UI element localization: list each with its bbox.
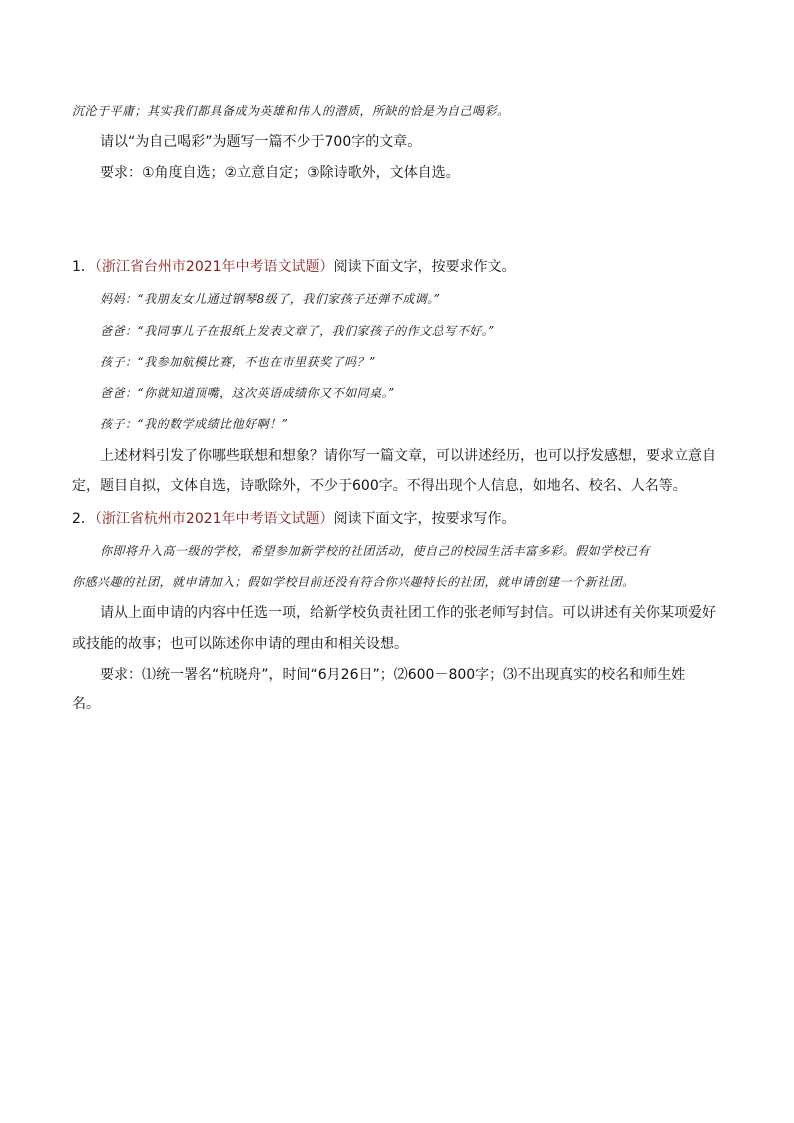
question-1-task-cont: 定，题目自拟，文体自选，诗歌除外，不少于600字。不得出现个人信息，如地名、校名、人名等。 [72, 478, 687, 494]
question-2-task: 请从上面申请的内容中任选一项，给新学校负责社团工作的张老师写封信。可以讲述有关你某项爱好 [100, 605, 716, 621]
question-2-instruction: 阅读下面文字，按要求写作。 [333, 511, 516, 527]
dialogue-line: 爸爸：“我同事儿子在报纸上发表文章了，我们家孩子的作文总写不好。” [100, 324, 495, 338]
question-2-task-cont: 或技能的故事；也可以陈述你申请的理由和相关设想。 [72, 636, 408, 652]
continuation-text: 沉沦于平庸；其实我们都具备成为英雄和伟人的潜质，所缺的恰是为自己喝彩。 [72, 104, 510, 118]
question-2-source: （浙江省杭州市2021年中考语文试题） [94, 511, 334, 527]
question-1-source: （浙江省台州市2021年中考语文试题） [94, 259, 334, 275]
dialogue-line: 孩子：“我参加航模比赛，不也在市里获奖了吗？” [100, 355, 376, 369]
essay-requirements: 要求：①角度自选；②立意自定；③除诗歌外，文体自选。 [100, 165, 460, 181]
question-2-requirements: 要求：⑴统一署名“杭晓舟”，时间“6月26日”；⑵600－800字；⑶不出现真实的校名和师生姓 [100, 667, 686, 683]
question-1-header [72, 257, 516, 277]
dialogue-line: 妈妈：“我朋友女儿通过钢琴8级了，我们家孩子还弹不成调。” [100, 292, 441, 306]
question-2-number: 2． [72, 511, 95, 527]
dialogue-line: 爸爸：“你就知道顶嘴，这次英语成绩你又不如同桌。” [100, 386, 395, 400]
question-2-requirements-cont: 名。 [72, 696, 100, 712]
question-1-instruction: 阅读下面文字，按要求作文。 [333, 259, 516, 275]
question-1-task: 上述材料引发了你哪些联想和想象？请你写一篇文章，可以讲述经历，也可以抒发感想，要求立意自 [100, 448, 716, 464]
question-2-material: 你即将升入高一级的学校，希望参加新学校的社团活动，使自己的校园生活丰富多彩。假如学校已有 [100, 544, 651, 558]
question-2-header [72, 509, 516, 529]
essay-prompt: 请以“为自己喝彩”为题写一篇不少于700字的文章。 [100, 134, 422, 150]
dialogue-line: 孩子：“我的数学成绩比他好啊！” [100, 417, 289, 431]
question-1-number: 1． [72, 259, 95, 275]
question-2-material-cont: 你感兴趣的社团，就申请加入；假如学校目前还没有符合你兴趣特长的社团，就申请创建一个新社团。 [72, 575, 635, 589]
